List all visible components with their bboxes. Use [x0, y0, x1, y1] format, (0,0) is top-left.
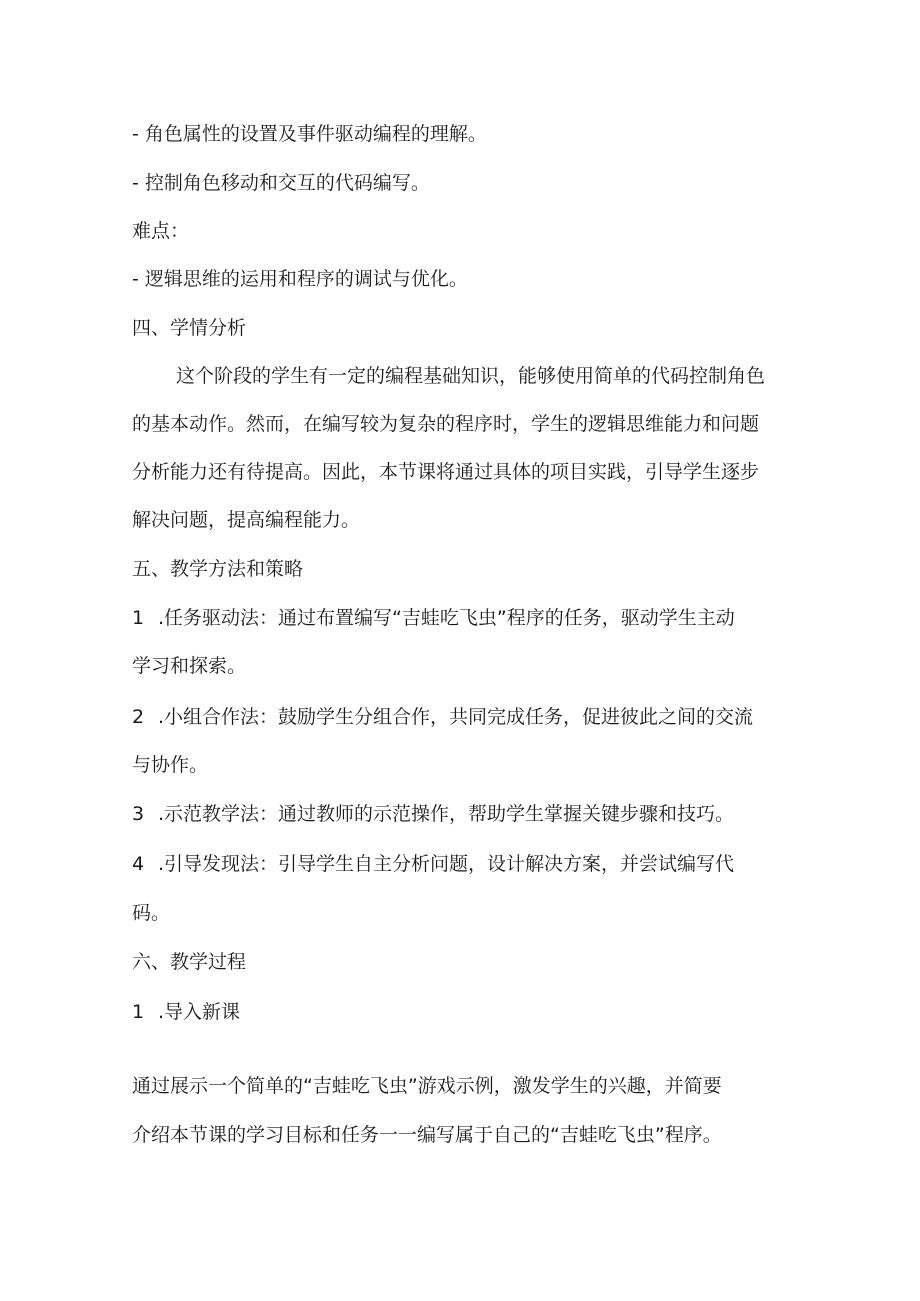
paragraph-line: 的基本动作。然而，在编写较为复杂的程序时，学生的逻辑思维能力和问题: [132, 413, 760, 435]
list-item-text: .导入新课: [158, 1001, 241, 1023]
key-point-item: - 角色属性的设置及事件驱动编程的理解。: [132, 123, 487, 145]
list-item-text: .任务驱动法：通过布置编写“吉蛙吃飞虫”程序的任务，驱动学生主动: [158, 607, 735, 629]
process-item-1: [132, 1000, 812, 1024]
list-item-text: .小组合作法：鼓励学生分组合作，共同完成任务，促进彼此之间的交流: [158, 706, 754, 728]
key-point-item: - 控制角色移动和交互的代码编写。: [132, 172, 430, 194]
paragraph-line: 介绍本节课的学习目标和任务一一编写属于自己的“吉蛙吃飞虫”程序。: [132, 1124, 722, 1146]
paragraph-line: 通过展示一个简单的“吉蛙吃飞虫”游戏示例，激发学生的兴趣，并简要: [132, 1075, 722, 1097]
method-item-1-continued: 学习和探索。: [132, 655, 247, 677]
method-item-2-continued: 与协作。: [132, 754, 209, 776]
paragraph-line: 解决问题，提高编程能力。: [132, 509, 361, 531]
method-item-4-continued: 码。: [132, 902, 171, 924]
paragraph-line: 这个阶段的学生有一定的编程基础知识，能够使用简单的代码控制角色: [176, 365, 766, 387]
section-heading-methods: 五、教学方法和策略: [132, 558, 304, 580]
list-item-text: .示范教学法：通过教师的示范操作，帮助学生掌握关键步骤和技巧。: [158, 803, 735, 825]
method-item-4: [132, 852, 812, 876]
list-item-text: .引导发现法：引导学生自主分析问题，设计解决方案，并尝试编写代: [158, 853, 735, 875]
method-item-3: [132, 802, 812, 826]
method-item-2: [132, 705, 812, 729]
list-number: 1: [132, 607, 145, 629]
paragraph-line: 分析能力还有待提高。因此，本节课将通过具体的项目实践，引导学生逐步: [132, 461, 760, 483]
list-number: 4: [132, 853, 145, 875]
section-heading-process: 六、教学过程: [132, 951, 247, 973]
method-item-1: [132, 606, 812, 630]
list-number: 3: [132, 803, 145, 825]
section-heading-student-analysis: 四、学情分析: [132, 317, 247, 339]
difficulty-item: - 逻辑思维的运用和程序的调试与优化。: [132, 268, 468, 290]
list-number: 2: [132, 706, 145, 728]
difficulty-heading: 难点：: [132, 220, 190, 242]
list-number: 1: [132, 1001, 145, 1023]
